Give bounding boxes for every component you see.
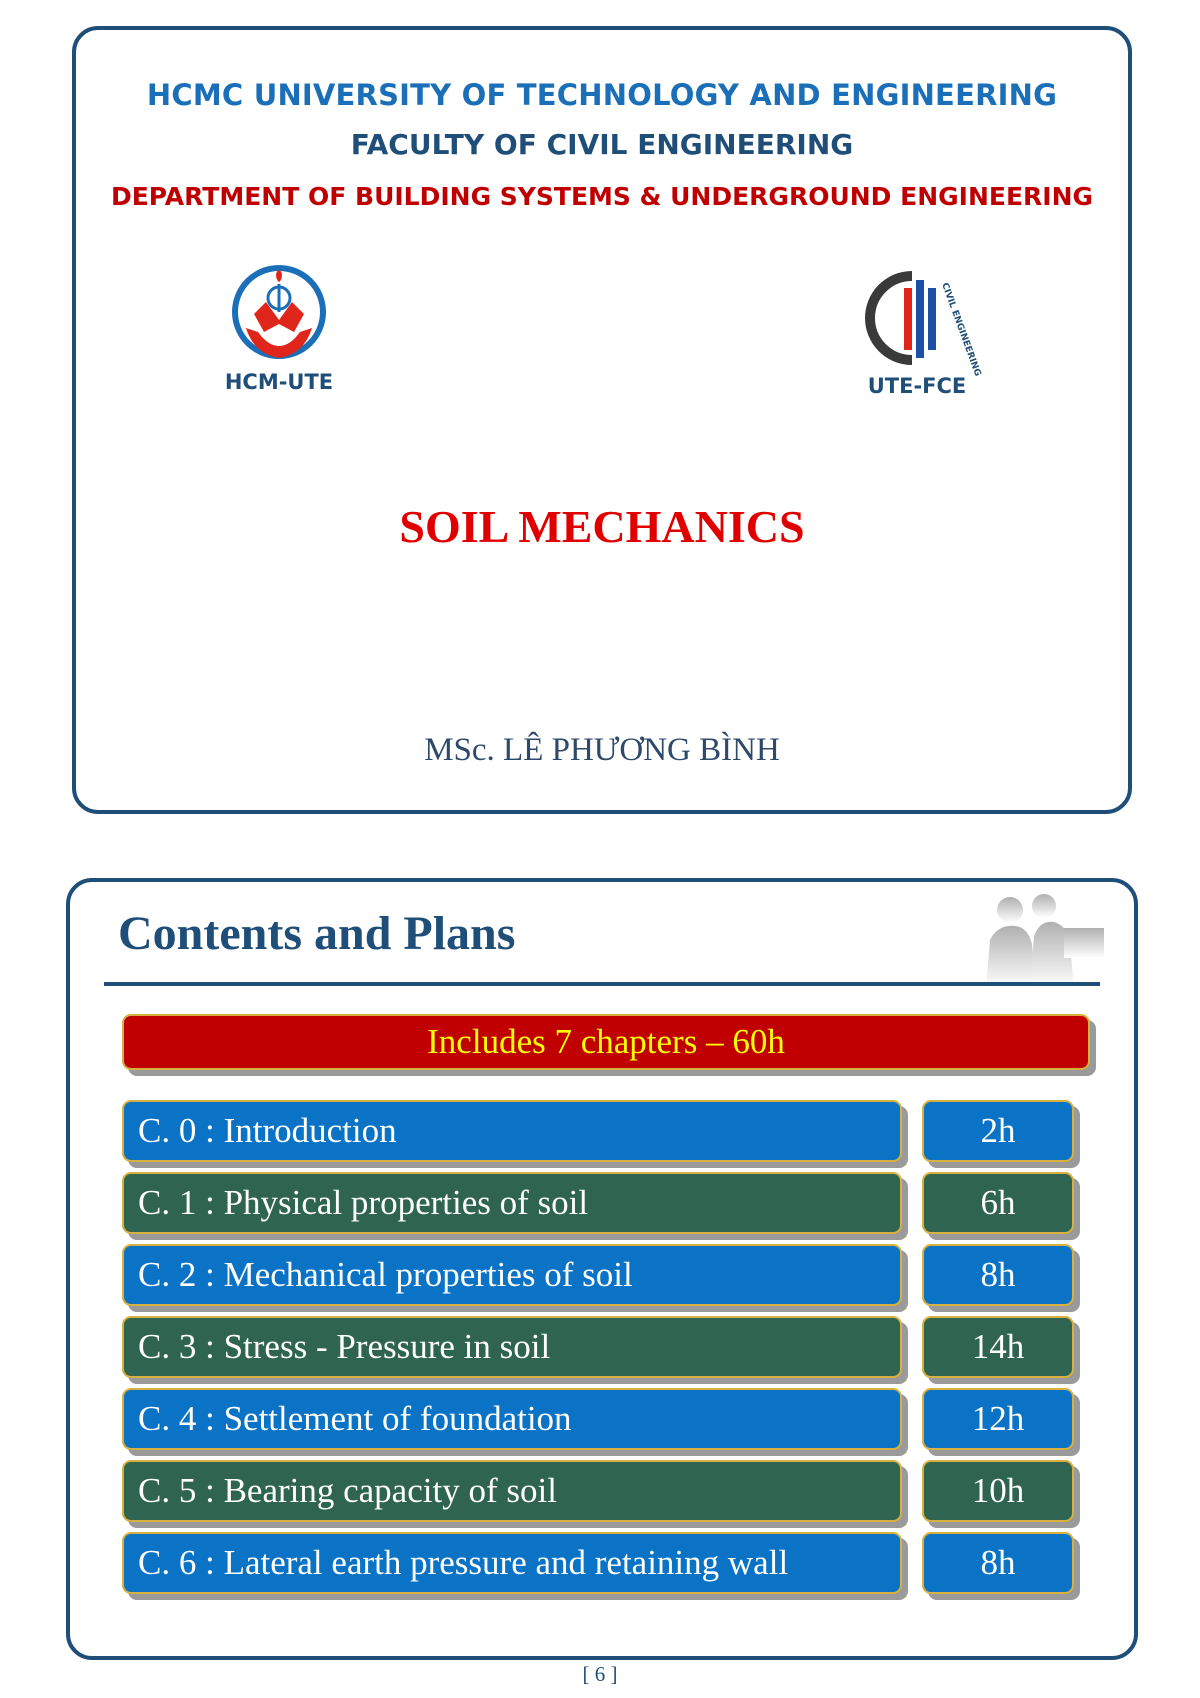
chapter-hours: 2h <box>922 1100 1074 1162</box>
chapter-label: C. 1 : Physical properties of soil <box>122 1172 902 1234</box>
chapters-summary-banner: Includes 7 chapters – 60h <box>122 1014 1090 1070</box>
chapter-label: C. 2 : Mechanical properties of soil <box>122 1244 902 1306</box>
chapter-hours: 12h <box>922 1388 1074 1450</box>
title-slide <box>72 26 1132 814</box>
ute-fce-emblem-text: CIVIL ENGINEERING <box>939 281 983 378</box>
chapter-label: C. 3 : Stress - Pressure in soil <box>122 1316 902 1378</box>
chapter-hours: 6h <box>922 1172 1074 1234</box>
chapter-hours: 8h <box>922 1532 1074 1594</box>
chapter-label: C. 4 : Settlement of foundation <box>122 1388 902 1450</box>
chapter-row-0 <box>122 1100 1090 1162</box>
chapter-hours: 8h <box>922 1244 1074 1306</box>
chapter-label: C. 5 : Bearing capacity of soil <box>122 1460 902 1522</box>
department-name: DEPARTMENT OF BUILDING SYSTEMS & UNDERGROUND ENGINEERING <box>110 182 1094 211</box>
chapter-label: C. 0 : Introduction <box>122 1100 902 1162</box>
course-title: SOIL MECHANICS <box>399 501 805 552</box>
chapter-hours: 10h <box>922 1460 1074 1522</box>
hcm-ute-logo-icon <box>224 262 334 402</box>
hcm-ute-logo-caption: HCM-UTE <box>224 370 334 394</box>
university-name: HCMC UNIVERSITY OF TECHNOLOGY AND ENGINEERING <box>146 78 1058 112</box>
chapter-hours: 14h <box>922 1316 1074 1378</box>
chapter-label: C. 6 : Lateral earth pressure and retaining wall <box>122 1532 902 1594</box>
ute-fce-logo-caption: UTE-FCE <box>867 374 967 398</box>
page-number: [ 6 ] <box>582 1662 618 1686</box>
contents-title: Contents and Plans <box>118 907 516 960</box>
chapter-row-3 <box>122 1316 1090 1378</box>
chapter-row-6 <box>122 1532 1090 1594</box>
chapter-row-4 <box>122 1388 1090 1450</box>
author-name: MSc. LÊ PHƯƠNG BÌNH <box>424 732 780 768</box>
chapter-row-1 <box>122 1172 1090 1234</box>
business-people-icon <box>958 888 1108 988</box>
faculty-name: FACULTY OF CIVIL ENGINEERING <box>350 128 854 161</box>
ute-fce-logo-icon <box>862 266 983 406</box>
title-underline <box>104 982 1100 986</box>
contents-slide <box>66 878 1138 1660</box>
chapter-row-2 <box>122 1244 1090 1306</box>
chapter-row-5 <box>122 1460 1090 1522</box>
